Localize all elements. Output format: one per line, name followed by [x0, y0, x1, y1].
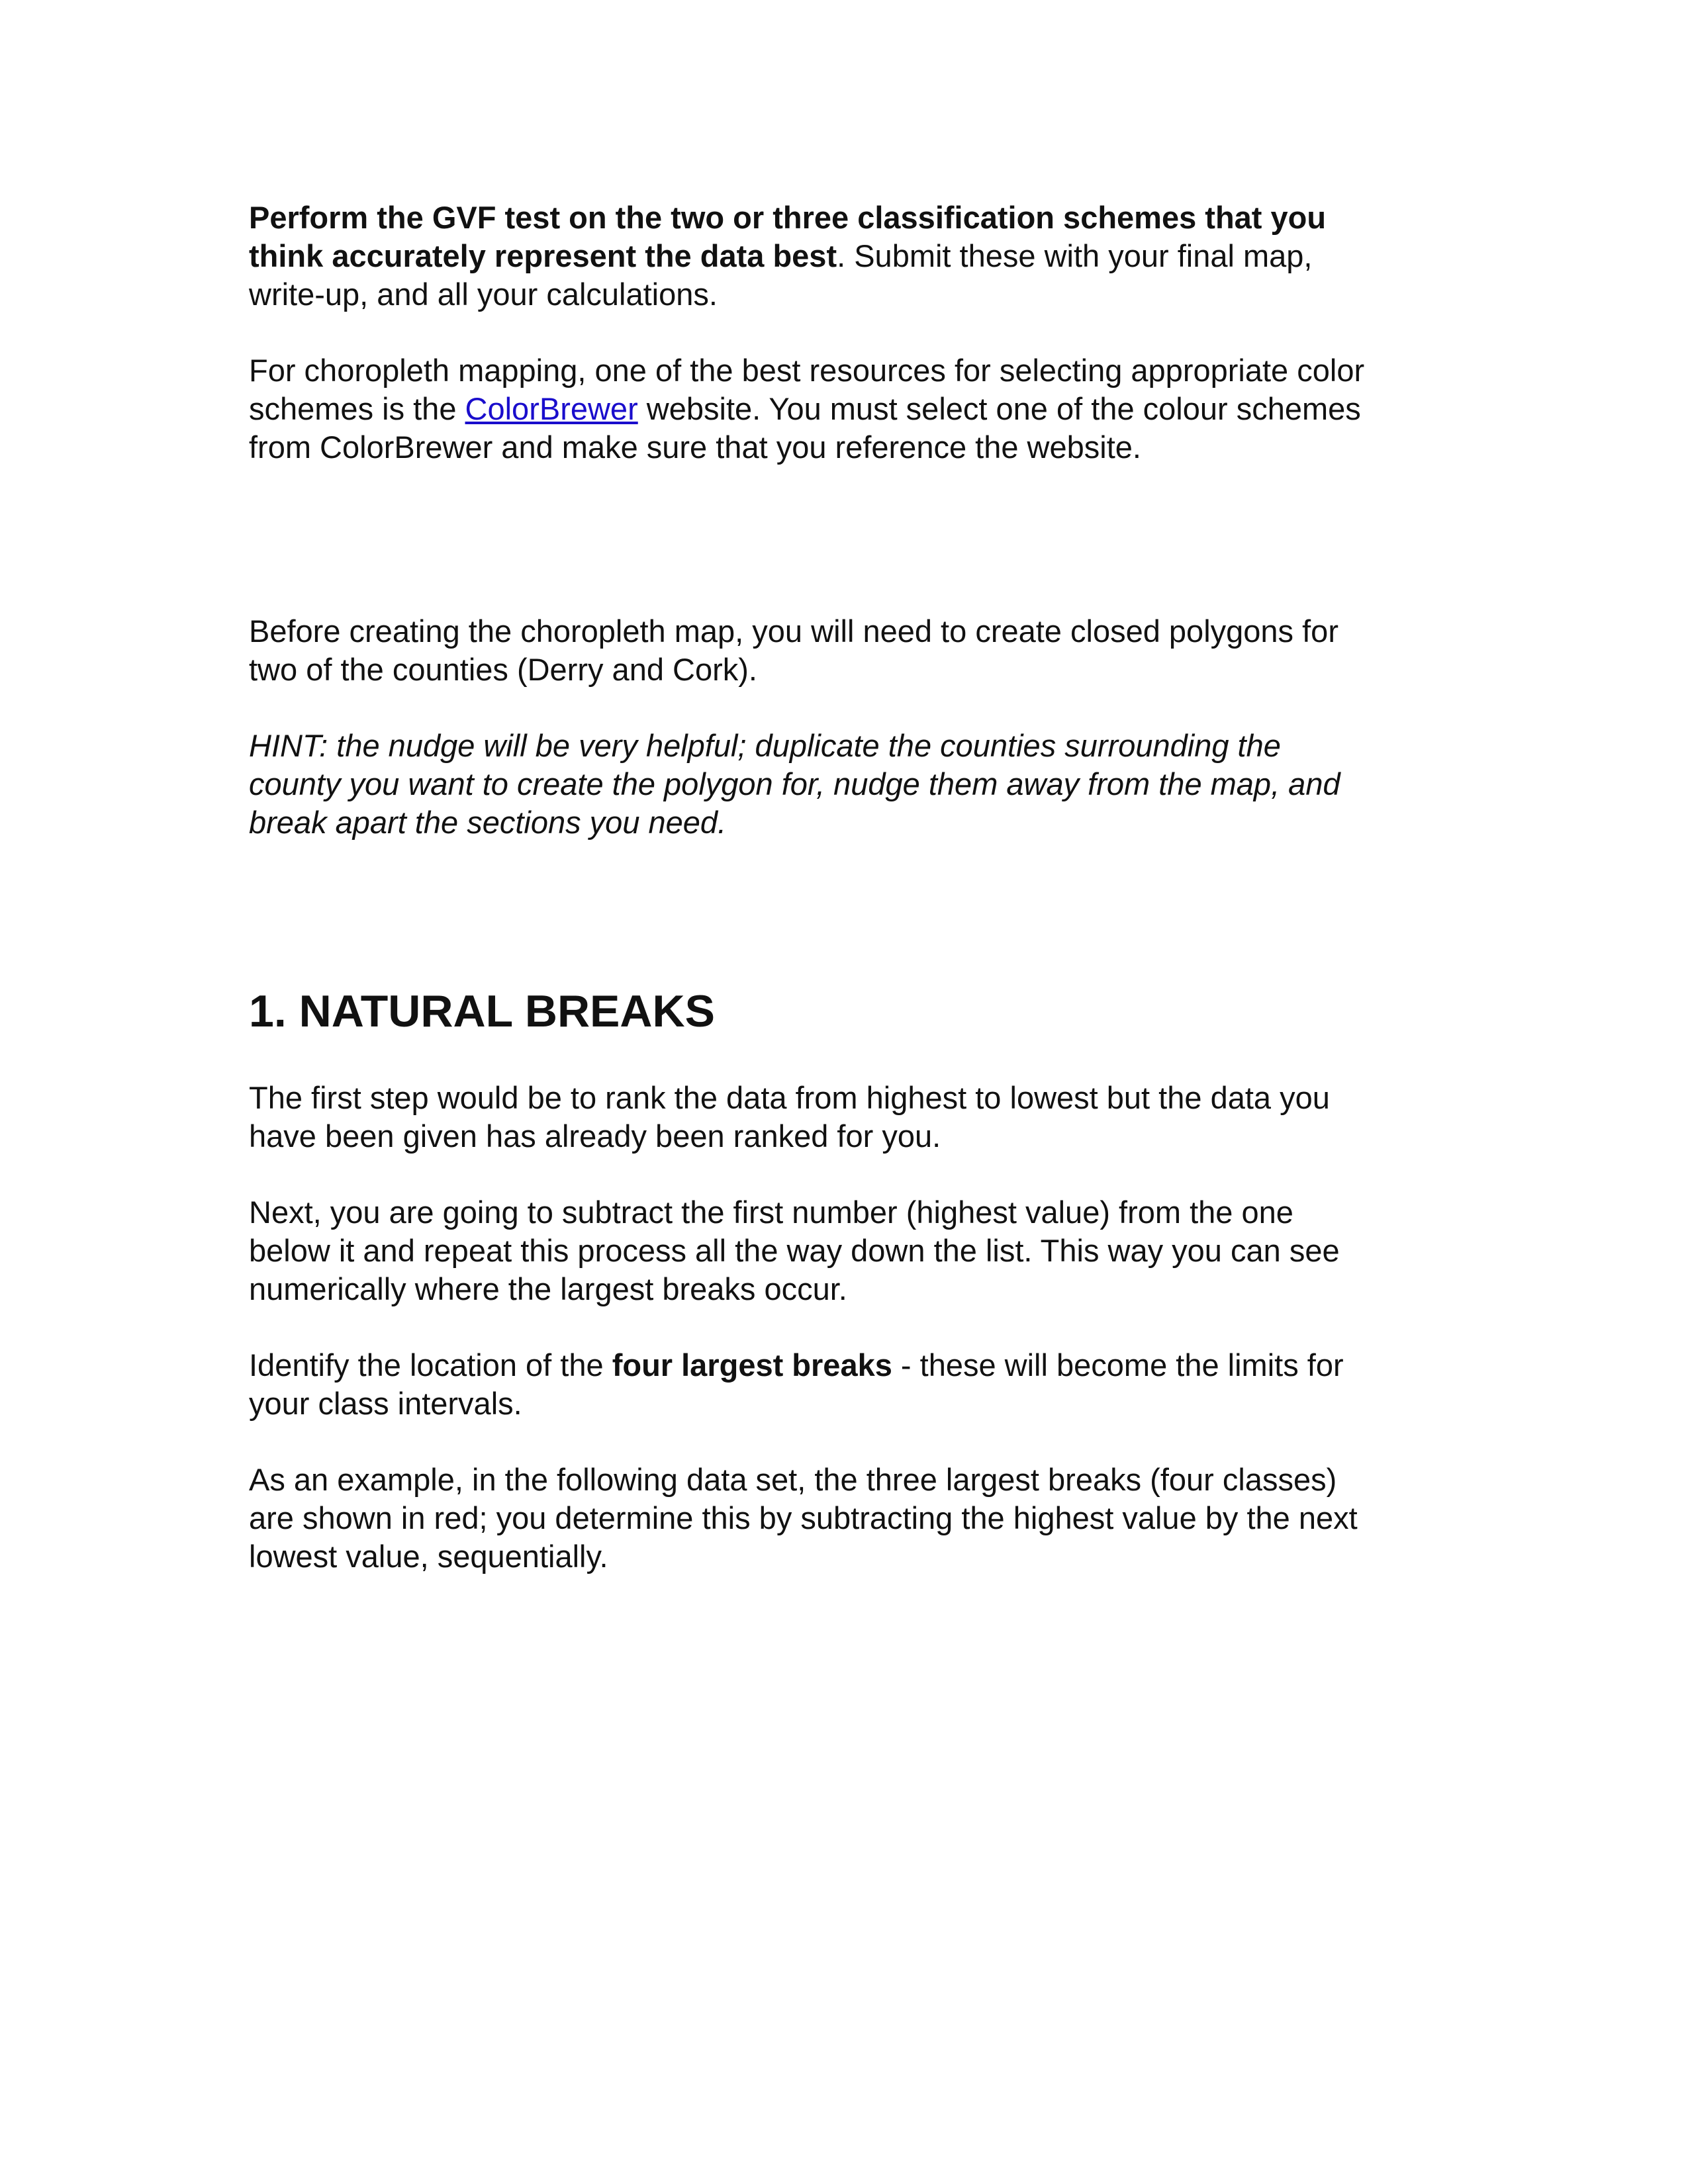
gvf-line-3: write-up, and all your calculations.: [249, 277, 718, 312]
identify-line-1: [249, 1346, 1454, 1385]
example-line-1: As an example, in the following data set, the three largest breaks (four classes): [249, 1462, 1337, 1497]
color-line-2-post: website. You must select one of the colour schemes: [637, 391, 1361, 426]
rank-paragraph: [249, 1079, 1454, 1156]
gvf-bold-line-1: Perform the GVF test on the two or three classification schemes that you: [249, 200, 1327, 235]
example-line-2: are shown in red; you determine this by subtracting the highest value by the next: [249, 1500, 1358, 1535]
gvf-bold-line-2: think accurately represent the data best: [249, 238, 837, 273]
section-heading: 1. NATURAL BREAKS: [249, 986, 715, 1036]
identify-line-2: your class intervals.: [249, 1386, 522, 1421]
color-line-1: For choropleth mapping, one of the best resources for selecting appropriate color: [249, 353, 1365, 388]
identify-line-1-pre: Identify the location of the: [249, 1347, 612, 1383]
polygons-line-1: Before creating the choropleth map, you will need to create closed polygons for: [249, 614, 1338, 649]
hint-line-2: county you want to create the polygon for, nudge them away from the map, and: [249, 766, 1340, 801]
polygons-line-2: two of the counties (Derry and Cork).: [249, 652, 757, 687]
subtract-paragraph: [249, 1193, 1454, 1308]
color-line-2-pre: schemes is the: [249, 391, 465, 426]
gvf-rest-line-2: . Submit these with your final map,: [837, 238, 1313, 273]
example-line-3: lowest value, sequentially.: [249, 1539, 608, 1574]
hint-line-3: break apart the sections you need.: [249, 805, 727, 840]
rank-line-1: The first step would be to rank the data from highest to lowest but the data you: [249, 1080, 1330, 1115]
gvf-line-2: [249, 237, 1454, 275]
example-paragraph: [249, 1461, 1454, 1576]
gvf-paragraph: [249, 199, 1454, 314]
color-line-2: [249, 390, 1454, 428]
hint-line-1: HINT: the nudge will be very helpful; duplicate the counties surrounding the: [249, 728, 1281, 763]
rank-line-2: have been given has already been ranked for you.: [249, 1118, 941, 1154]
subtract-line-1: Next, you are going to subtract the first number (highest value) from the one: [249, 1195, 1293, 1230]
subtract-line-2: below it and repeat this process all the way down the list. This way you can see: [249, 1233, 1340, 1268]
identify-line-1-post: - these will become the limits for: [892, 1347, 1344, 1383]
color-line-3: from ColorBrewer and make sure that you reference the website.: [249, 430, 1141, 465]
color-paragraph: [249, 351, 1454, 467]
colorbrewer-link[interactable]: ColorBrewer: [465, 391, 638, 426]
hint-paragraph: [249, 727, 1454, 842]
polygons-paragraph: [249, 612, 1454, 689]
identify-paragraph: [249, 1346, 1454, 1423]
four-largest-breaks-bold: four largest breaks: [612, 1347, 892, 1383]
subtract-line-3: numerically where the largest breaks occur.: [249, 1271, 847, 1306]
